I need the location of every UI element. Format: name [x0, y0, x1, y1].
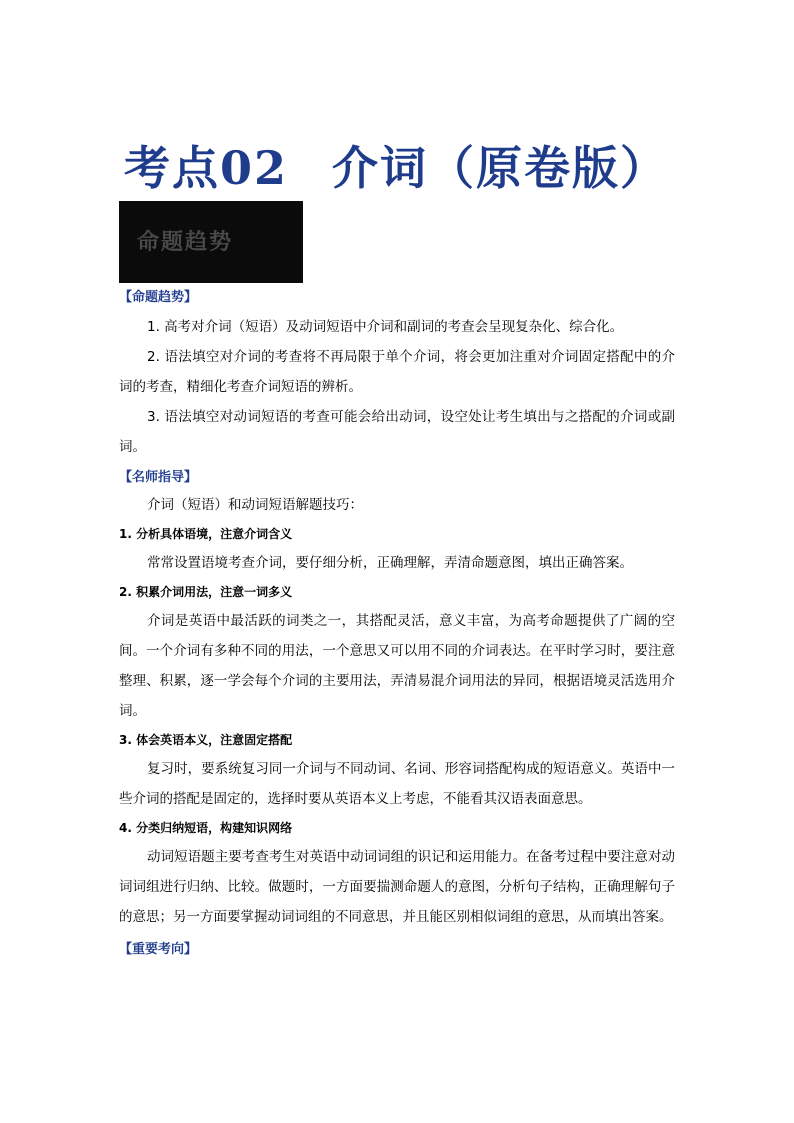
banner-text: 命题趋势 [137, 230, 234, 255]
title-main: 考点02 [124, 141, 289, 195]
title-topic: 介词（原卷版） [332, 141, 669, 195]
guide-heading: 【名师指导】 [119, 470, 198, 485]
guide-intro: 介词（短语）和动词短语解题技巧： [147, 497, 363, 513]
tip-text-4: 动词短语题主要考查考生对英语中动词词组的识记和运用能力。在备考过程中要注意对动词词组进行归纳、比较。做题时，一方面要揣测命题人的意图，分析句子结构，正确理解句子的意思；另一方面要掌握动词词组的不同意思，并且能区别相似词组的意思，从而填出答案。 [119, 849, 675, 925]
trend-item-1: 1. 高考对介词（短语）及动词短语中介词和副词的考查会呈现复杂化、综合化。 [147, 319, 624, 335]
trend-item-3: 3. 语法填空对动词短语的考查可能会给出动词，设空处让考生填出与之搭配的介词或副词。 [119, 409, 675, 455]
page-title [124, 140, 668, 196]
important-heading: 【重要考向】 [119, 942, 198, 957]
tip-text-3: 复习时，要系统复习同一介词与不同动词、名词、形容词搭配构成的短语意义。英语中一些介词的搭配是固定的，选择时要从英语本义上考虑，不能看其汉语表面意思。 [119, 761, 675, 807]
tip-title-1: 1. 分析具体语境，注意介词含义 [119, 527, 293, 541]
tip-text-1: 常常设置语境考查介词，要仔细分析，正确理解，弄清命题意图，填出正确答案。 [147, 555, 633, 571]
trend-heading: 【命题趋势】 [119, 290, 198, 305]
tip-title-4: 4. 分类归纳短语，构建知识网络 [119, 821, 293, 835]
tip-title-2: 2. 积累介词用法，注意一词多义 [119, 585, 293, 599]
tip-title-3: 3. 体会英语本义，注意固定搭配 [119, 733, 293, 747]
tip-text-2: 介词是英语中最活跃的词类之一，其搭配灵活，意义丰富，为高考命题提供了广阔的空间。一个介词有多种不同的用法，一个意思又可以用不同的介词表达。在平时学习时，要注意整理、积累，逐一学会每个介词的主要用法，弄清易混介词用法的异同，根据语境灵活选用介词。 [119, 613, 675, 719]
trend-item-2: 2. 语法填空对介词的考查将不再局限于单个介词，将会更加注重对介词固定搭配中的介词的考查，精细化考查介词短语的辨析。 [119, 349, 675, 395]
document-body [119, 286, 675, 962]
section-banner [119, 201, 303, 283]
